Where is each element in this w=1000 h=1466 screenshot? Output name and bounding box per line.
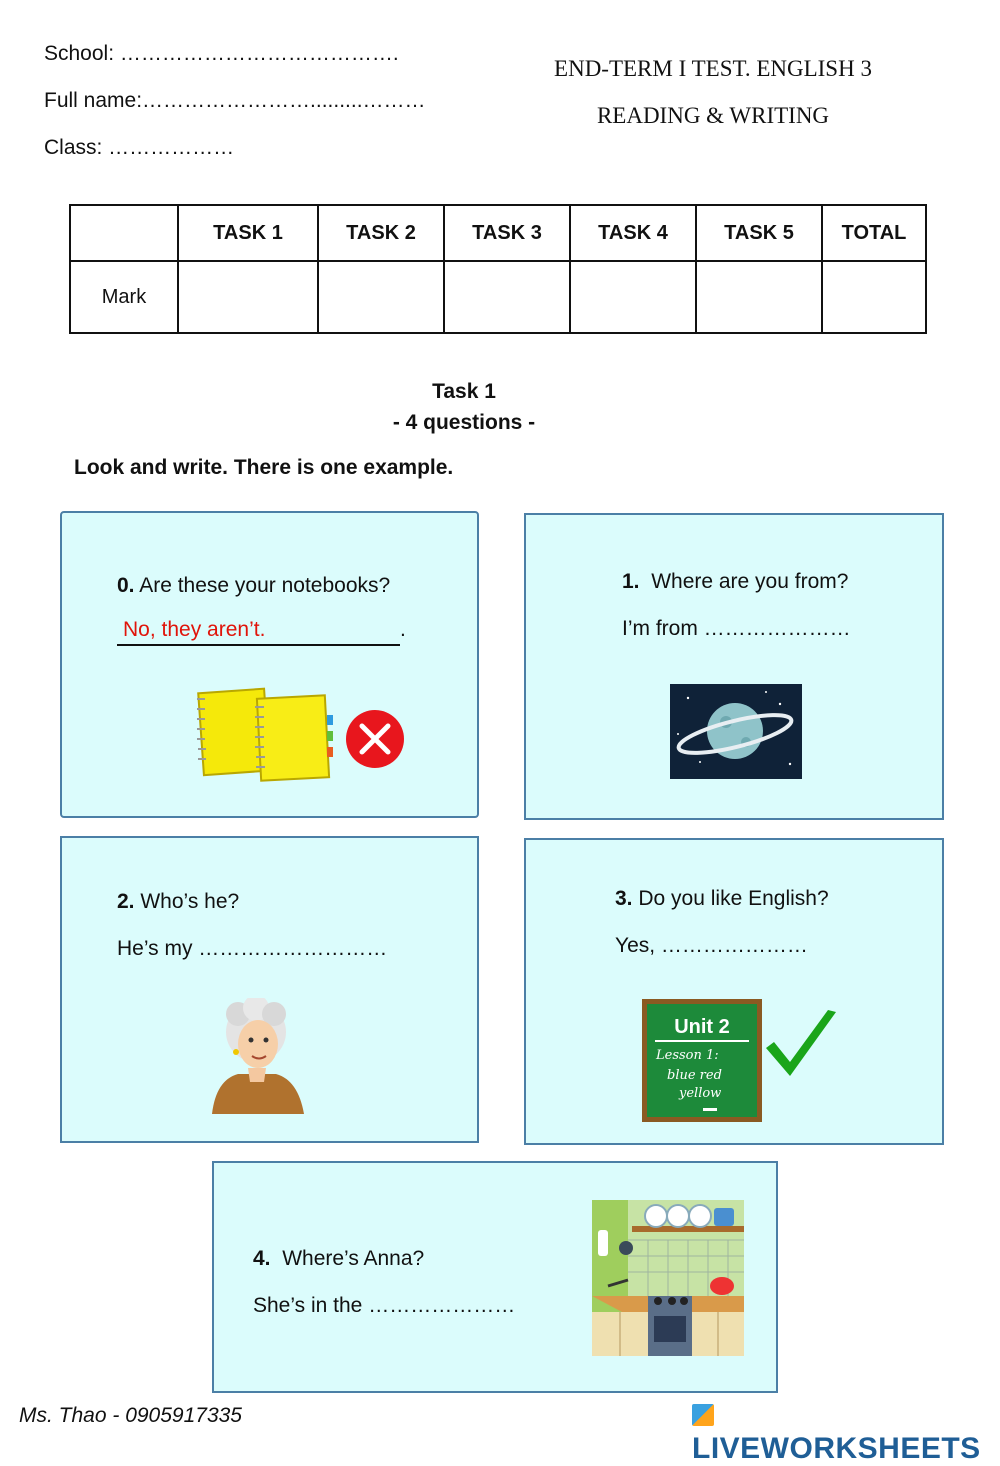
notebooks-cross-icon <box>195 685 410 785</box>
mark-cell-total[interactable] <box>822 261 926 333</box>
mark-cell-task3[interactable] <box>444 261 570 333</box>
mark-row-label: Mark <box>70 261 178 333</box>
question-2-text: Who’s he? <box>140 890 240 913</box>
mark-table-header-task1: TASK 1 <box>178 205 318 261</box>
mark-table <box>69 204 927 334</box>
question-3 <box>615 887 829 911</box>
kitchen-icon <box>592 1200 744 1356</box>
checkmark-icon <box>762 1008 840 1082</box>
chalkboard-icon <box>642 999 762 1122</box>
task-subtitle: - 4 questions - <box>392 411 536 434</box>
class-field-label: Class: ……………… <box>44 136 235 159</box>
task-title: Task 1 <box>432 380 496 403</box>
question-3-text: Do you like English? <box>638 887 829 910</box>
mark-cell-task2[interactable] <box>318 261 444 333</box>
question-card-2 <box>60 836 479 1143</box>
mark-table-header-task3: TASK 3 <box>444 205 570 261</box>
test-title: END-TERM I TEST. ENGLISH 3 <box>554 56 872 81</box>
task-instruction: Look and write. There is one example. <box>74 456 454 479</box>
question-4-answer-prompt[interactable]: She’s in the ………………… <box>253 1294 516 1317</box>
question-1 <box>622 570 848 594</box>
chalkboard-line2: blue red <box>667 1068 722 1083</box>
mark-cell-task1[interactable] <box>178 261 318 333</box>
question-1-number: 1. <box>622 570 640 593</box>
mark-table-header-total: TOTAL <box>822 205 926 261</box>
mark-cell-task5[interactable] <box>696 261 822 333</box>
mark-table-header-task5: TASK 5 <box>696 205 822 261</box>
question-0-text: Are these your notebooks? <box>139 574 391 597</box>
chalkboard-line3: yellow <box>679 1086 722 1101</box>
fullname-field-label: Full name:…………………….........……… <box>44 89 426 112</box>
example-answer: No, they aren’t. <box>123 618 266 641</box>
liveworksheets-logo-text: LIVEWORKSHEETS <box>692 1432 981 1465</box>
question-4-number: 4. <box>253 1247 271 1270</box>
chalkboard-title: Unit 2 <box>674 1016 730 1038</box>
question-2 <box>117 890 239 914</box>
question-0 <box>117 574 390 598</box>
mark-table-row <box>70 261 926 333</box>
question-1-answer-prompt[interactable]: I’m from ………………… <box>622 617 851 640</box>
mark-cell-task4[interactable] <box>570 261 696 333</box>
question-1-text: Where are you from? <box>651 570 849 593</box>
planet-icon <box>670 684 802 779</box>
question-3-number: 3. <box>615 887 633 910</box>
mark-table-header-task4: TASK 4 <box>570 205 696 261</box>
chalkboard-line1: Lesson 1: <box>656 1048 719 1063</box>
question-0-number: 0. <box>117 574 135 597</box>
question-3-answer-prompt[interactable]: Yes, ………………… <box>615 934 808 957</box>
author-credit: Ms. Thao - 0905917335 <box>19 1404 242 1427</box>
question-2-answer-prompt[interactable]: He’s my ……………………… <box>117 937 388 960</box>
liveworksheets-logo[interactable] <box>692 1398 1000 1466</box>
question-card-4 <box>212 1161 778 1393</box>
example-answer-line <box>117 618 400 646</box>
mark-table-header-task2: TASK 2 <box>318 205 444 261</box>
mark-table-header-empty <box>70 205 178 261</box>
question-4-text: Where’s Anna? <box>282 1247 425 1270</box>
grandmother-icon <box>208 998 306 1116</box>
school-field-label: School: …………………………………. <box>44 42 399 65</box>
question-card-3 <box>524 838 944 1145</box>
test-subtitle: READING & WRITING <box>596 103 830 128</box>
liveworksheets-logo-icon <box>692 1404 714 1426</box>
question-4 <box>253 1247 424 1271</box>
question-2-number: 2. <box>117 890 135 913</box>
question-card-0 <box>60 511 479 818</box>
mark-table-header-row <box>70 205 926 261</box>
example-answer-period: . <box>400 618 406 641</box>
question-card-1 <box>524 513 944 820</box>
